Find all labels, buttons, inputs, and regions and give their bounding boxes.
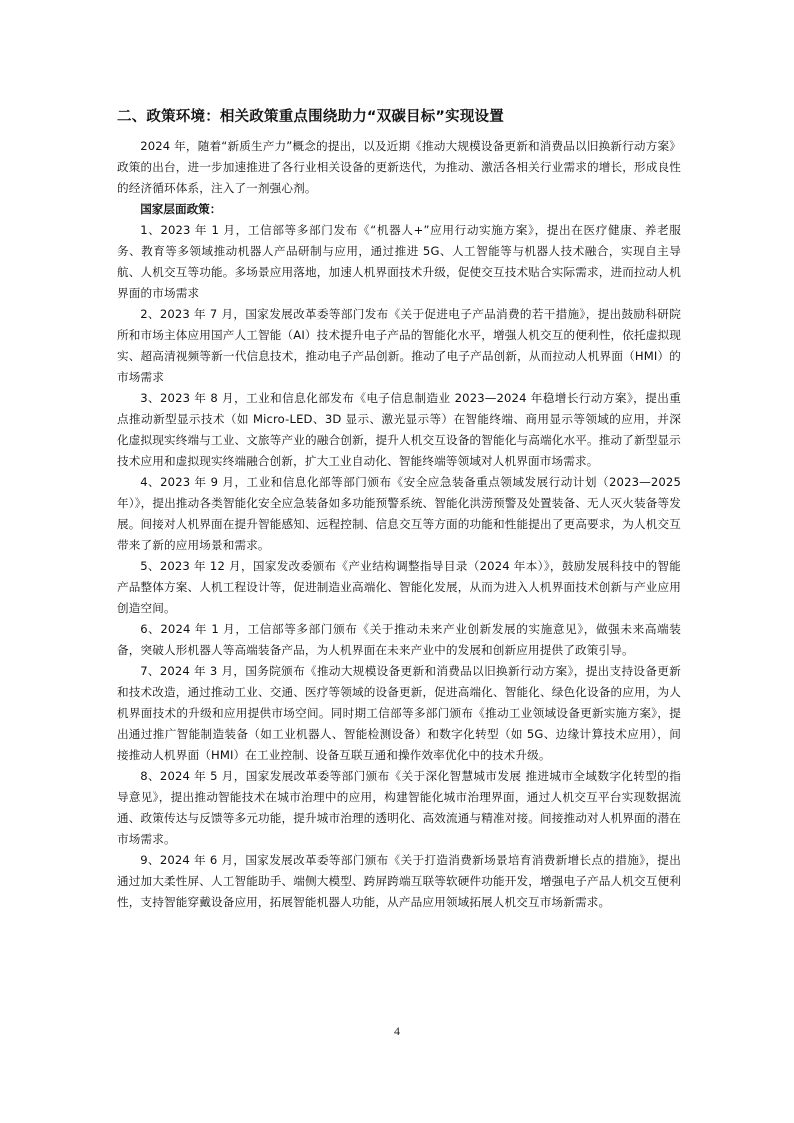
section-heading: 二、政策环境：相关政策重点围绕助力“双碳目标”实现设置 xyxy=(117,109,504,125)
policy-item-9: 9、2024 年 6 月，国家发展改革委等部门颁布《关于打造消费新场景培育消费新增长点的措施》，提出通过加大柔性屏、人工智能助手、端侧大模型、跨屏跨端互联等软硬件功能开发，增强电子产品人机交互便利性，支持智能穿戴设备应用，拓展智能机器人功能，从产品应用领域拓展人机交互市场新需求。 xyxy=(117,853,681,909)
policy-item-5: 5、2023 年 12 月，国家发改委颁布《产业结构调整指导目录（2024 年本）》，鼓励发展科技中的智能产品整体方案、人机工程设计等，促进制造业高端化、智能化发展，从而为进入人机界面技术创新与产业应用创造空间。 xyxy=(117,559,681,615)
policy-item-6: 6、2024 年 1 月，工信部等多部门颁布《关于推动未来产业创新发展的实施意见》，做强未来高端装备，突破人形机器人等高端装备产品，为人机界面在未来产业中的发展和创新应用提供了政策引导。 xyxy=(117,622,681,657)
page-number: 4 xyxy=(394,1024,400,1038)
policy-item-7: 7、2024 年 3 月，国务院颁布《推动大规模设备更新和消费品以旧换新行动方案》，提出支持设备更新和技术改造，通过推动工业、交通、医疗等领域的设备更新，促进高端化、智能化、绿色化设备的应用，为人机界面技术的升级和应用提供市场空间。同时期工信部等多部门颁布《推动工业领域设备更新实施方案》，提出通过推广智能制造装备（如工业机器人、智能检测设备）和数字化转型（如 5G、边缘计算技术应用），间接推动人机界面（HMI）在工业控制、设备互联互通和操作效率优化中的技术升级。 xyxy=(117,664,681,762)
policy-item-1: 1、2023 年 1 月，工信部等多部门发布《“机器人+”应用行动实施方案》，提出在医疗健康、养老服务、教育等多领域推动机器人产品研制与应用，通过推进 5G、人工智能等与机器人技术融合，实现自主导航、人机交互等功能。多场景应用落地，加速人机界面技术升级，促使交互技术贴合实际需求，进而拉动人机界面的市场需求 xyxy=(117,223,681,300)
policy-item-8: 8、2024 年 5 月，国家发展改革委等部门颁布《关于深化智慧城市发展 推进城市全域数字化转型的指导意见》，提出推动智能技术在城市治理中的应用，构建智能化城市治理界面，通过人机交互平台实现数据流通、政策传达与反馈等多元功能，提升城市治理的透明化、高效流通与精准对接。间接推动对人机界面的潜在市场需求。 xyxy=(117,769,681,846)
policy-item-3: 3、2023 年 8 月，工业和信息化部发布《电子信息制造业 2023—2024 年稳增长行动方案》，提出重点推动新型显示技术（如 Micro-LED、3D 显示、激光显示等）在智能终端、商用显示等领域的应用，并深化虚拟现实终端与工业、文旅等产业的融合创新，提升人机交互设备的智能化与高端化水平。推动了新型显示技术应用和虚拟现实终端融合创新，扩大工业自动化、智能终端等领域对人机界面市场需求。 xyxy=(117,391,681,468)
policy-item-2: 2、2023 年 7 月，国家发展改革委等部门发布《关于促进电子产品消费的若干措施》，提出鼓励科研院所和市场主体应用国产人工智能（AI）技术提升电子产品的智能化水平，增强人机交互的便利性，依托虚拟现实、超高清视频等新一代信息技术，推动电子产品创新。推动了电子产品创新，从而拉动人机界面（HMI）的市场需求 xyxy=(117,307,681,384)
page-content xyxy=(117,104,681,913)
policy-item-4: 4、2023 年 9 月，工业和信息化部等部门颁布《安全应急装备重点领域发展行动计划（2023—2025 年）》，提出推动各类智能化安全应急装备如多功能预警系统、智能化洪涝预警及处置装备、无人灭火装备等发展。间接对人机界面在提升智能感知、远程控制、信息交互等方面的功能和性能提出了更高要求，为人机交互带来了新的应用场景和需求。 xyxy=(117,475,681,552)
national-policy-label: 国家层面政策： xyxy=(140,202,222,216)
intro-paragraph: 2024 年，随着“新质生产力”概念的提出，以及近期《推动大规模设备更新和消费品以旧换新行动方案》政策的出台，进一步加速推进了各行业相关设备的更新迭代，为推动、激活各相关行业需求的增长，形成良性的经济循环体系，注入了一剂强心剂。 xyxy=(117,139,681,195)
